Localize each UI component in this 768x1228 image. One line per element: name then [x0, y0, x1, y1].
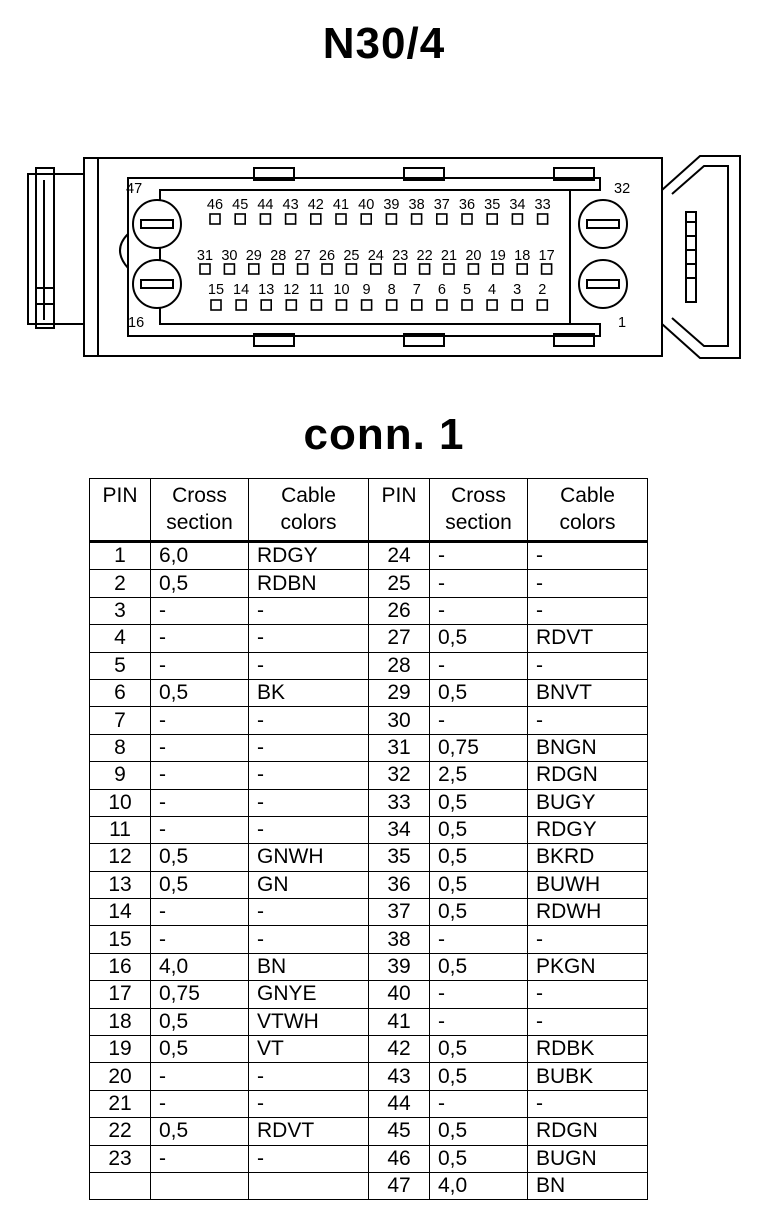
- pin-socket: [210, 214, 220, 224]
- pin-socket: [437, 214, 447, 224]
- pin-label: 25: [343, 248, 360, 264]
- table-row: [90, 652, 648, 679]
- connector-diagram: [0, 150, 768, 370]
- header-cable-colors: Cable colors: [528, 479, 648, 542]
- pin-cell: 33: [369, 789, 430, 816]
- cross-section-cell: 0,5: [430, 679, 528, 706]
- pin-socket: [311, 300, 321, 310]
- pin-label: 8: [387, 282, 396, 298]
- pin-label: 24: [367, 248, 384, 264]
- pin-socket: [487, 300, 497, 310]
- cross-section-cell: -: [430, 1008, 528, 1035]
- cable-color-cell: RDGN: [528, 1118, 648, 1145]
- pin-cell: 15: [90, 926, 151, 953]
- corner-label-1: 1: [618, 315, 627, 331]
- pin-socket: [468, 264, 478, 274]
- cable-color-cell: -: [249, 899, 369, 926]
- cross-section-cell: [151, 1172, 249, 1199]
- cross-section-cell: -: [430, 542, 528, 570]
- table-row: [90, 1145, 648, 1172]
- pin-label: 2: [538, 282, 547, 298]
- pin-label: 3: [513, 282, 522, 298]
- cable-color-cell: -: [528, 597, 648, 624]
- pin-label: 26: [318, 248, 336, 264]
- cable-color-cell: -: [528, 1090, 648, 1117]
- pin-label: 5: [462, 282, 472, 298]
- cable-color-cell: RDGY: [528, 816, 648, 843]
- pin-cell: 23: [90, 1145, 151, 1172]
- cross-section-cell: -: [151, 1090, 249, 1117]
- pin-socket: [462, 300, 472, 310]
- pin-socket: [286, 214, 296, 224]
- pin-socket: [371, 264, 381, 274]
- pin-socket: [261, 300, 271, 310]
- pin-label: 45: [232, 197, 249, 213]
- pin-cell: 26: [369, 597, 430, 624]
- cross-section-cell: 0,5: [430, 1118, 528, 1145]
- pin-socket: [542, 264, 552, 274]
- cable-color-cell: BN: [249, 953, 369, 980]
- cross-section-cell: 0,5: [430, 871, 528, 898]
- cable-color-cell: -: [528, 652, 648, 679]
- table-row: [90, 871, 648, 898]
- cable-color-cell: -: [528, 1008, 648, 1035]
- pin-cell: 8: [90, 734, 151, 761]
- cross-section-cell: 0,5: [430, 816, 528, 843]
- pin-cell: 22: [90, 1118, 151, 1145]
- table-row: [90, 789, 648, 816]
- pin-socket: [395, 264, 405, 274]
- cable-color-cell: -: [249, 789, 369, 816]
- pin-cell: 17: [90, 981, 151, 1008]
- pin-cell: 9: [90, 762, 151, 789]
- pin-label: 37: [433, 197, 450, 213]
- cable-color-cell: -: [249, 1063, 369, 1090]
- cross-section-cell: 0,75: [151, 981, 249, 1008]
- pin-cell: 38: [369, 926, 430, 953]
- cable-color-cell: RDBN: [249, 570, 369, 597]
- cable-color-cell: RDVT: [249, 1118, 369, 1145]
- pin-label: 4: [488, 282, 497, 298]
- cross-section-cell: -: [151, 762, 249, 789]
- cross-section-cell: 0,5: [151, 844, 249, 871]
- table-row: [90, 1172, 648, 1199]
- cross-section-cell: 0,5: [151, 1118, 249, 1145]
- pin-label: 30: [221, 248, 238, 264]
- pin-socket: [387, 300, 397, 310]
- table-row: [90, 1090, 648, 1117]
- cross-section-cell: -: [430, 652, 528, 679]
- pin-socket: [444, 264, 454, 274]
- cross-section-cell: -: [151, 707, 249, 734]
- pin-cell: 41: [369, 1008, 430, 1035]
- cross-section-cell: -: [430, 1090, 528, 1117]
- cross-section-cell: -: [151, 789, 249, 816]
- table-row: [90, 625, 648, 652]
- cross-section-cell: 0,5: [151, 871, 249, 898]
- table-row: [90, 1063, 648, 1090]
- page-title: N30/4: [322, 19, 446, 68]
- pin-label: 18: [514, 248, 531, 264]
- cable-color-cell: -: [249, 652, 369, 679]
- cable-color-cell: BNVT: [528, 679, 648, 706]
- pin-socket: [517, 264, 527, 274]
- corner-label-47: 47: [126, 181, 143, 197]
- pin-label: 13: [258, 282, 275, 298]
- pin-cell: 47: [369, 1172, 430, 1199]
- table-row: [90, 844, 648, 871]
- cross-section-cell: -: [151, 1145, 249, 1172]
- pin-socket: [236, 300, 246, 310]
- pin-socket: [538, 214, 548, 224]
- pin-socket: [273, 264, 283, 274]
- table-row: [90, 597, 648, 624]
- cross-section-cell: -: [430, 926, 528, 953]
- pin-cell: 21: [90, 1090, 151, 1117]
- pin-cell: 45: [369, 1118, 430, 1145]
- cable-color-cell: -: [249, 597, 369, 624]
- pin-socket: [412, 300, 422, 310]
- cable-color-cell: RDWH: [528, 899, 648, 926]
- pin-label: 40: [358, 197, 375, 213]
- cable-color-cell: BK: [249, 679, 369, 706]
- cable-color-cell: -: [528, 542, 648, 570]
- cross-section-cell: -: [151, 734, 249, 761]
- pin-label: 31: [196, 248, 214, 264]
- cross-section-cell: -: [151, 625, 249, 652]
- table-row: [90, 542, 648, 570]
- table-row: [90, 1008, 648, 1035]
- cross-section-cell: -: [151, 652, 249, 679]
- pin-label: 34: [509, 197, 526, 213]
- cross-section-cell: 0,5: [430, 789, 528, 816]
- cable-color-cell: -: [249, 734, 369, 761]
- cross-section-cell: 0,5: [430, 1036, 528, 1063]
- pin-socket: [512, 214, 522, 224]
- table-row: [90, 1036, 648, 1063]
- table-row: [90, 679, 648, 706]
- pin-label: 35: [484, 197, 501, 213]
- cross-section-cell: 0,5: [430, 899, 528, 926]
- table-row: [90, 981, 648, 1008]
- pin-socket: [512, 300, 522, 310]
- pin-socket: [420, 264, 430, 274]
- pin-cell: [90, 1172, 151, 1199]
- cable-color-cell: -: [249, 1145, 369, 1172]
- pin-label: 46: [206, 197, 224, 213]
- cable-color-cell: RDGN: [528, 762, 648, 789]
- header-cable-colors: Cable colors: [249, 479, 369, 542]
- pin-cell: 1: [90, 542, 151, 570]
- cross-section-cell: 2,5: [430, 762, 528, 789]
- pin-label: 22: [416, 248, 433, 264]
- table-header-row: [90, 479, 648, 542]
- pin-socket: [437, 300, 447, 310]
- cable-color-cell: BNGN: [528, 734, 648, 761]
- cross-section-cell: -: [430, 707, 528, 734]
- pin-label: 33: [534, 197, 551, 213]
- pin-socket: [493, 264, 503, 274]
- pin-label: 29: [245, 248, 262, 264]
- pin-cell: 44: [369, 1090, 430, 1117]
- pin-rows: [197, 197, 555, 310]
- pin-cell: 5: [90, 652, 151, 679]
- cable-color-cell: BUGN: [528, 1145, 648, 1172]
- pin-cell: 37: [369, 899, 430, 926]
- pin-socket: [462, 214, 472, 224]
- pin-label: 6: [437, 282, 446, 298]
- cable-color-cell: -: [528, 570, 648, 597]
- pin-label: 12: [283, 282, 300, 298]
- pin-socket: [386, 214, 396, 224]
- pin-socket: [286, 300, 296, 310]
- corner-label-16: 16: [128, 315, 145, 331]
- cable-color-cell: -: [249, 1090, 369, 1117]
- cross-section-cell: -: [430, 597, 528, 624]
- pin-label: 23: [392, 248, 409, 264]
- pin-cell: 20: [90, 1063, 151, 1090]
- pin-cell: 43: [369, 1063, 430, 1090]
- cable-color-cell: RDGY: [249, 542, 369, 570]
- pin-cell: 39: [369, 953, 430, 980]
- pin-label: 42: [307, 197, 324, 213]
- table-row: [90, 953, 648, 980]
- corner-label-32: 32: [614, 181, 631, 197]
- pin-socket: [487, 214, 497, 224]
- pin-label: 41: [332, 197, 350, 213]
- cable-color-cell: -: [249, 625, 369, 652]
- pin-socket: [537, 300, 547, 310]
- cross-section-cell: 4,0: [151, 953, 249, 980]
- header-cross-section: Cross section: [151, 479, 249, 542]
- pin-cell: 14: [90, 899, 151, 926]
- pin-label: 43: [282, 197, 299, 213]
- pin-socket: [412, 214, 422, 224]
- pin-cell: 4: [90, 625, 151, 652]
- cable-color-cell: RDBK: [528, 1036, 648, 1063]
- cable-color-cell: [249, 1172, 369, 1199]
- pin-table: [89, 478, 648, 1200]
- pin-label: 27: [294, 248, 311, 264]
- cross-section-cell: -: [151, 899, 249, 926]
- cable-color-cell: GNYE: [249, 981, 369, 1008]
- pin-label: 10: [333, 282, 350, 298]
- header-pin: PIN: [90, 479, 151, 542]
- cable-color-cell: -: [249, 762, 369, 789]
- pin-cell: 32: [369, 762, 430, 789]
- pin-cell: 10: [90, 789, 151, 816]
- pin-cell: 24: [369, 542, 430, 570]
- pin-socket: [249, 264, 259, 274]
- pin-socket: [224, 264, 234, 274]
- pin-socket: [235, 214, 245, 224]
- pin-cell: 35: [369, 844, 430, 871]
- pin-cell: 34: [369, 816, 430, 843]
- pin-label: 19: [489, 248, 506, 264]
- table-row: [90, 734, 648, 761]
- cross-section-cell: 6,0: [151, 542, 249, 570]
- pin-cell: 19: [90, 1036, 151, 1063]
- pin-cell: 46: [369, 1145, 430, 1172]
- cable-color-cell: BUWH: [528, 871, 648, 898]
- pin-label: 44: [257, 197, 274, 213]
- pin-socket: [322, 264, 332, 274]
- cross-section-cell: 0,5: [430, 1063, 528, 1090]
- pin-label: 9: [362, 282, 371, 298]
- cross-section-cell: 0,5: [151, 570, 249, 597]
- pin-socket: [260, 214, 270, 224]
- pin-socket: [362, 300, 372, 310]
- pin-cell: 31: [369, 734, 430, 761]
- pin-cell: 40: [369, 981, 430, 1008]
- pin-label: 20: [465, 248, 482, 264]
- cable-color-cell: PKGN: [528, 953, 648, 980]
- pin-socket: [200, 264, 210, 274]
- pin-socket: [311, 214, 321, 224]
- table-row: [90, 570, 648, 597]
- cross-section-cell: -: [151, 1063, 249, 1090]
- cross-section-cell: 4,0: [430, 1172, 528, 1199]
- cable-color-cell: -: [249, 926, 369, 953]
- pin-cell: 2: [90, 570, 151, 597]
- cable-color-cell: GNWH: [249, 844, 369, 871]
- cable-color-cell: -: [528, 707, 648, 734]
- pin-socket: [298, 264, 308, 274]
- header-cross-section: Cross section: [430, 479, 528, 542]
- cross-section-cell: 0,5: [151, 679, 249, 706]
- cable-color-cell: BKRD: [528, 844, 648, 871]
- pin-cell: 11: [90, 816, 151, 843]
- pin-socket: [346, 264, 356, 274]
- pin-cell: 18: [90, 1008, 151, 1035]
- cross-section-cell: 0,5: [430, 953, 528, 980]
- pin-label: 38: [408, 197, 425, 213]
- cross-section-cell: 0,5: [430, 844, 528, 871]
- pin-label: 36: [458, 197, 476, 213]
- table-row: [90, 926, 648, 953]
- pin-label: 7: [412, 282, 421, 298]
- cable-color-cell: GN: [249, 871, 369, 898]
- cross-section-cell: 0,5: [430, 625, 528, 652]
- pin-label: 15: [207, 282, 225, 298]
- header-pin: PIN: [369, 479, 430, 542]
- cable-color-cell: -: [528, 926, 648, 953]
- cross-section-cell: 0,5: [430, 1145, 528, 1172]
- cable-color-cell: BN: [528, 1172, 648, 1199]
- pin-table-body: [90, 542, 648, 1200]
- connector-title: conn. 1: [303, 410, 465, 459]
- pin-cell: 28: [369, 652, 430, 679]
- cable-color-cell: BUBK: [528, 1063, 648, 1090]
- cross-section-cell: -: [151, 597, 249, 624]
- pin-cell: 7: [90, 707, 151, 734]
- table-row: [90, 1118, 648, 1145]
- cross-section-cell: -: [430, 981, 528, 1008]
- pin-label: 11: [308, 282, 324, 298]
- cable-color-cell: RDVT: [528, 625, 648, 652]
- pin-socket: [337, 300, 347, 310]
- pin-label: 17: [538, 248, 555, 264]
- cross-section-cell: -: [151, 926, 249, 953]
- pin-label: 21: [440, 248, 458, 264]
- cable-color-cell: VT: [249, 1036, 369, 1063]
- pin-cell: 16: [90, 953, 151, 980]
- cross-section-cell: -: [430, 570, 528, 597]
- pin-socket: [361, 214, 371, 224]
- pin-label: 28: [270, 248, 287, 264]
- pin-cell: 13: [90, 871, 151, 898]
- cross-section-cell: 0,5: [151, 1036, 249, 1063]
- pin-socket: [211, 300, 221, 310]
- pin-label: 39: [383, 197, 400, 213]
- table-row: [90, 899, 648, 926]
- pin-cell: 3: [90, 597, 151, 624]
- pin-cell: 25: [369, 570, 430, 597]
- cross-section-cell: -: [151, 816, 249, 843]
- cross-section-cell: 0,75: [430, 734, 528, 761]
- table-row: [90, 816, 648, 843]
- pin-socket: [336, 214, 346, 224]
- pin-cell: 12: [90, 844, 151, 871]
- cable-color-cell: BUGY: [528, 789, 648, 816]
- table-row: [90, 762, 648, 789]
- pin-cell: 6: [90, 679, 151, 706]
- cross-section-cell: 0,5: [151, 1008, 249, 1035]
- pin-label: 14: [233, 282, 250, 298]
- cable-color-cell: -: [249, 707, 369, 734]
- pin-cell: 29: [369, 679, 430, 706]
- table-row: [90, 707, 648, 734]
- pin-cell: 36: [369, 871, 430, 898]
- pin-cell: 27: [369, 625, 430, 652]
- cable-color-cell: -: [249, 816, 369, 843]
- cable-color-cell: -: [528, 981, 648, 1008]
- cable-color-cell: VTWH: [249, 1008, 369, 1035]
- pin-cell: 30: [369, 707, 430, 734]
- pin-cell: 42: [369, 1036, 430, 1063]
